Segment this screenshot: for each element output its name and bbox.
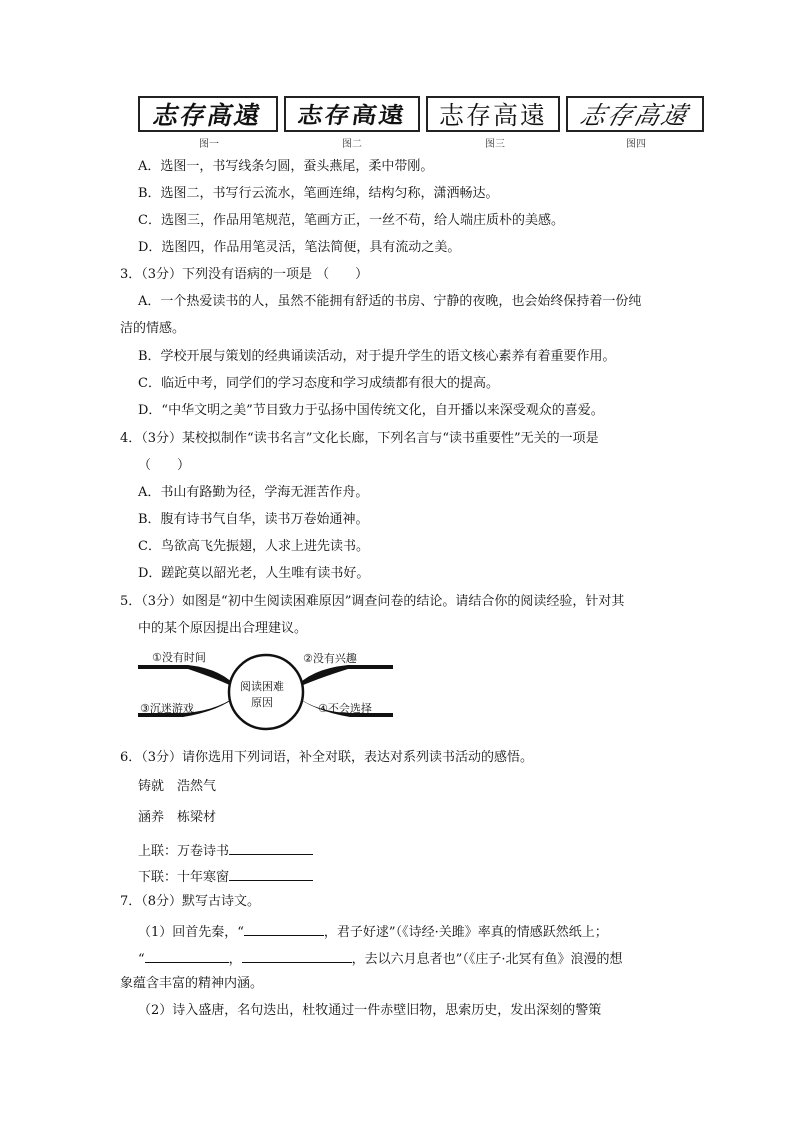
- q6-stem: 6．（3分）请你选用下列词语，补全对联，表达对系列读书活动的感悟。: [120, 750, 534, 765]
- calligraphy-figure-1: [138, 96, 278, 132]
- q4-option-a: A．书山有路勤为径，学海无涯苦作舟。: [138, 485, 369, 500]
- branch-2: [294, 665, 393, 689]
- q4-option-c: C．鸟欲高飞先振翅，人求上进先读书。: [138, 539, 369, 554]
- center-label-line1: 阅读困难: [240, 680, 284, 693]
- q7-blank-2[interactable]: [145, 948, 229, 963]
- q2-option-b: B．选图二，书写行云流水，笔画连绵，结构匀称，潇洒畅达。: [138, 186, 499, 201]
- reading-difficulty-diagram: [138, 645, 393, 740]
- q7-part1-line1: [138, 921, 608, 942]
- caption-figure-3: 图三: [485, 139, 505, 150]
- q3-option-b: B．学校开展与策划的经典诵读活动，对于提升学生的语文核心素养有着重要作用。: [138, 349, 616, 364]
- q6-lower-couplet: [138, 866, 313, 887]
- q3-option-a-line2: 洁的情感。: [120, 321, 186, 336]
- calligraphy-text-2: 志存高遠: [295, 102, 408, 129]
- q6-words-1: 铸就 浩然气: [138, 779, 217, 794]
- q3-stem: 3．（3分）下列没有语病的一项是 （ ）: [120, 267, 369, 282]
- q4-option-b: B．腹有诗书气自华，读书万卷始通神。: [138, 512, 369, 527]
- diagram-label-1: ①没有时间: [152, 651, 206, 664]
- q6-upper-couplet: [138, 840, 313, 861]
- calligraphy-text-1: 志存高遠: [150, 101, 265, 130]
- q2-option-d: D．选图四，作品用笔灵活，笔法简便，具有流动之美。: [138, 240, 461, 255]
- diagram-center-label: [234, 679, 290, 711]
- q7-stem: 7．（8分）默写古诗文。: [120, 894, 261, 909]
- q7-blank-1[interactable]: [244, 921, 324, 936]
- q5-stem-line1: 5．（3分）如图是“初中生阅读困难原因”调查问卷的结论。请结合你的阅读经验，针对其: [120, 594, 625, 609]
- q7-p1-text-c: “: [138, 952, 145, 967]
- lower-couplet-blank[interactable]: [229, 866, 313, 881]
- q4-stem-line1: 4．（3分）某校拟制作“读书名言”文化长廊，下列名言与“读书重要性”无关的一项是: [120, 431, 599, 446]
- calligraphy-text-4: 志存高遠: [576, 101, 693, 130]
- calligraphy-text-3: 志存高遠: [438, 101, 547, 130]
- caption-figure-4: 图四: [626, 139, 646, 150]
- q6-words-2: 涵养 栋梁材: [138, 810, 217, 825]
- q5-stem-line2: 中的某个原因提出合理建议。: [138, 621, 308, 636]
- q2-option-a: A．选图一，书写线条匀圆，蚕头燕尾，柔中带刚。: [138, 159, 434, 174]
- q3-option-c: C．临近中考，同学们的学习态度和学习成绩都有很大的提高。: [138, 376, 499, 391]
- lower-couplet-label: 下联：十年寒窗: [138, 870, 230, 885]
- calligraphy-figures: [138, 96, 708, 148]
- q3-option-a-line1: A．一个热爱读书的人，虽然不能拥有舒适的书房、宁静的夜晚，也会始终保持着一份纯: [138, 294, 642, 309]
- q4-stem-line2: （ ）: [138, 458, 191, 473]
- diagram-label-2: ②没有兴趣: [303, 652, 357, 665]
- caption-figure-2: 图二: [342, 139, 362, 150]
- q7-part2-line1: （2）诗入盛唐，名句迭出，杜牧通过一件赤壁旧物，思索历史，发出深刻的警策: [138, 1003, 602, 1018]
- caption-figure-1: 图一: [199, 139, 219, 150]
- branch-1: [138, 665, 238, 689]
- q7-p1-text-e: ，去以六月息者也”（《庄子·北冥有鱼》浪漫的想: [351, 952, 623, 967]
- q4-option-d: D．蹉跎莫以韶光老，人生唯有读书好。: [138, 566, 370, 581]
- upper-couplet-label: 上联：万卷诗书: [138, 844, 230, 859]
- q2-option-c: C．选图三，作品用笔规范，笔画方正，一丝不苟，给人端庄质朴的美感。: [138, 213, 564, 228]
- upper-couplet-blank[interactable]: [229, 840, 313, 855]
- q7-p1-text-a: （1）回首先秦，“: [138, 925, 244, 940]
- diagram-label-3: ③沉迷游戏: [140, 702, 194, 715]
- diagram-label-4: ④不会选择: [318, 702, 372, 715]
- center-label-line2: 原因: [251, 696, 273, 709]
- q7-p1-text-d: ，: [228, 952, 242, 967]
- q7-part1-line2: [138, 948, 622, 969]
- q3-option-d: D．“中华文明之美”节目致力于弘扬中国传统文化，自开播以来深受观众的喜爱。: [138, 403, 604, 418]
- q7-blank-3[interactable]: [242, 948, 352, 963]
- calligraphy-figure-2: [284, 96, 420, 132]
- calligraphy-figure-3: [426, 96, 560, 132]
- calligraphy-figure-4: [566, 96, 704, 132]
- q7-part1-line3: 象蕴含丰富的精神内涵。: [120, 976, 264, 991]
- q7-p1-text-b: ，君子好逑”（《诗经·关雎》率真的情感跃然纸上；: [323, 925, 608, 940]
